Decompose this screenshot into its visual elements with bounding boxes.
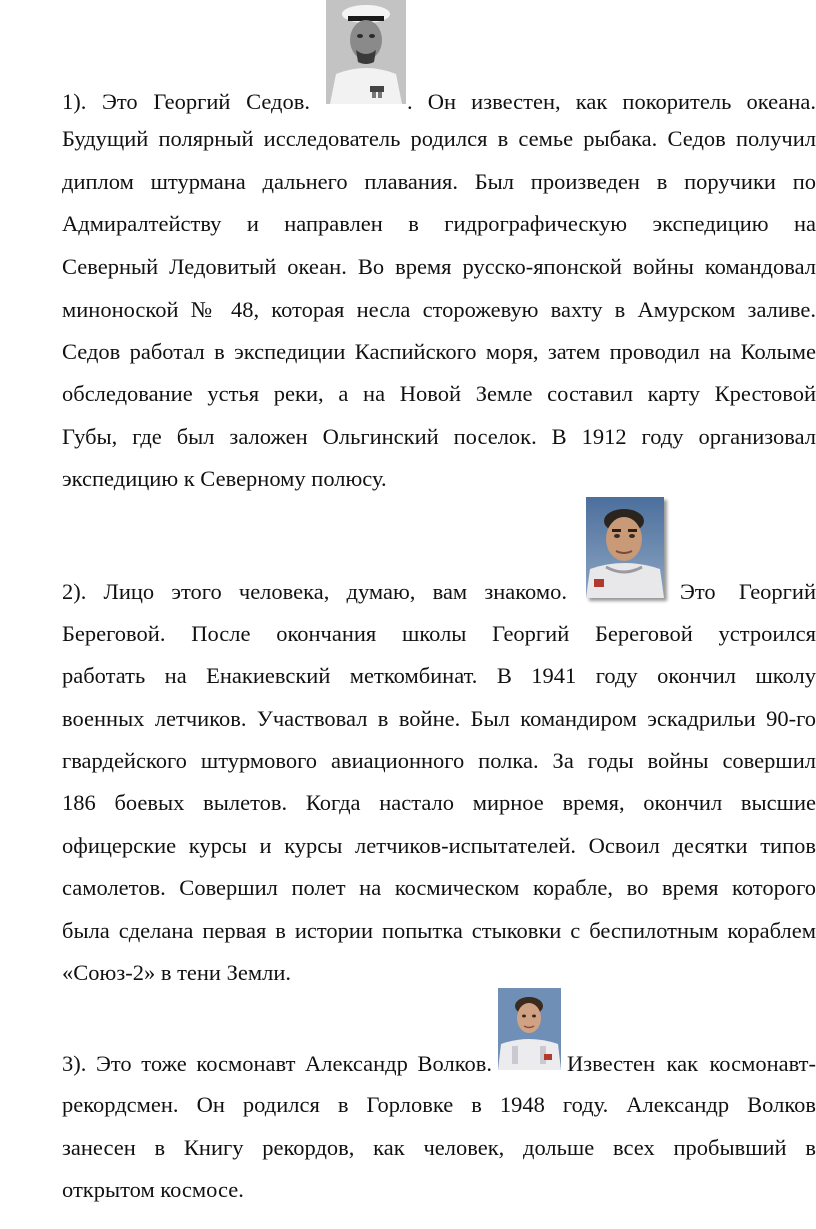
paragraph-line: офицерские курсы и курсы летчиков-испытателей. Освоил десятки типов bbox=[62, 833, 816, 858]
beregovoy-lead-text: 2). Лицо этого человека, думаю, вам знакомо. bbox=[62, 579, 567, 604]
volkov-after-photo-text: Известен как космонавт- bbox=[567, 1051, 816, 1076]
paragraph-line: занесен в Книгу рекордов, как человек, дольше всех пробывший в bbox=[62, 1135, 816, 1160]
portrait-photo-volkov bbox=[498, 988, 561, 1070]
paragraph-line: Северный Ледовитый океан. Во время русско-японской войны командовал bbox=[62, 254, 816, 279]
paragraph-line: гвардейского штурмового авиационного полка. За годы войны совершил bbox=[62, 748, 816, 773]
paragraph-line: экспедицию к Северному полюсу. bbox=[62, 466, 387, 491]
paragraph-line: военных летчиков. Участвовал в войне. Был командиром эскадрильи 90-го bbox=[62, 706, 816, 731]
paragraph-line: Будущий полярный исследователь родился в семье рыбака. Седов получил bbox=[62, 126, 816, 151]
sedov-lead-text: 1). Это Георгий Седов. bbox=[62, 89, 310, 114]
volkov-lead-text: 3). Это тоже космонавт Александр Волков. bbox=[62, 1051, 492, 1076]
paragraph-line: обследование устья реки, а на Новой Земле составил карту Крестовой bbox=[62, 381, 816, 406]
paragraph-line: была сделана первая в истории попытка стыковки с беспилотным кораблем bbox=[62, 918, 816, 943]
paragraph-line: Седов работал в экспедиции Каспийского моря, затем проводил на Колыме bbox=[62, 339, 816, 364]
paragraph-line: работать на Енакиевский меткомбинат. В 1941 году окончил школу bbox=[62, 663, 816, 688]
portrait-photo-sedov bbox=[326, 0, 406, 104]
paragraph-line: самолетов. Совершил полет на космическом корабле, во время которого bbox=[62, 875, 816, 900]
paragraph-line: миноноской № 48, которая несла сторожевую вахту в Амурском заливе. bbox=[62, 297, 816, 322]
paragraph-line: «Союз-2» в тени Земли. bbox=[62, 960, 291, 985]
paragraph-line: 186 боевых вылетов. Когда настало мирное время, окончил высшие bbox=[62, 790, 816, 815]
paragraph-line: Береговой. После окончания школы Георгий Береговой устроился bbox=[62, 621, 816, 646]
beregovoy-after-photo-text: Это Георгий bbox=[680, 579, 816, 604]
sedov-after-photo-text: . Он известен, как покоритель океана. bbox=[407, 89, 816, 114]
paragraph-line: Адмиралтейству и направлен в гидрографическую экспедицию на bbox=[62, 211, 816, 236]
paragraph-line: рекордсмен. Он родился в Горловке в 1948 году. Александр Волков bbox=[62, 1092, 816, 1117]
paragraph-line: открытом космосе. bbox=[62, 1177, 244, 1202]
paragraph-line: Губы, где был заложен Ольгинский поселок. В 1912 году организовал bbox=[62, 424, 816, 449]
paragraph-line: диплом штурмана дальнего плавания. Был произведен в поручики по bbox=[62, 169, 816, 194]
portrait-photo-beregovoy bbox=[586, 497, 664, 598]
